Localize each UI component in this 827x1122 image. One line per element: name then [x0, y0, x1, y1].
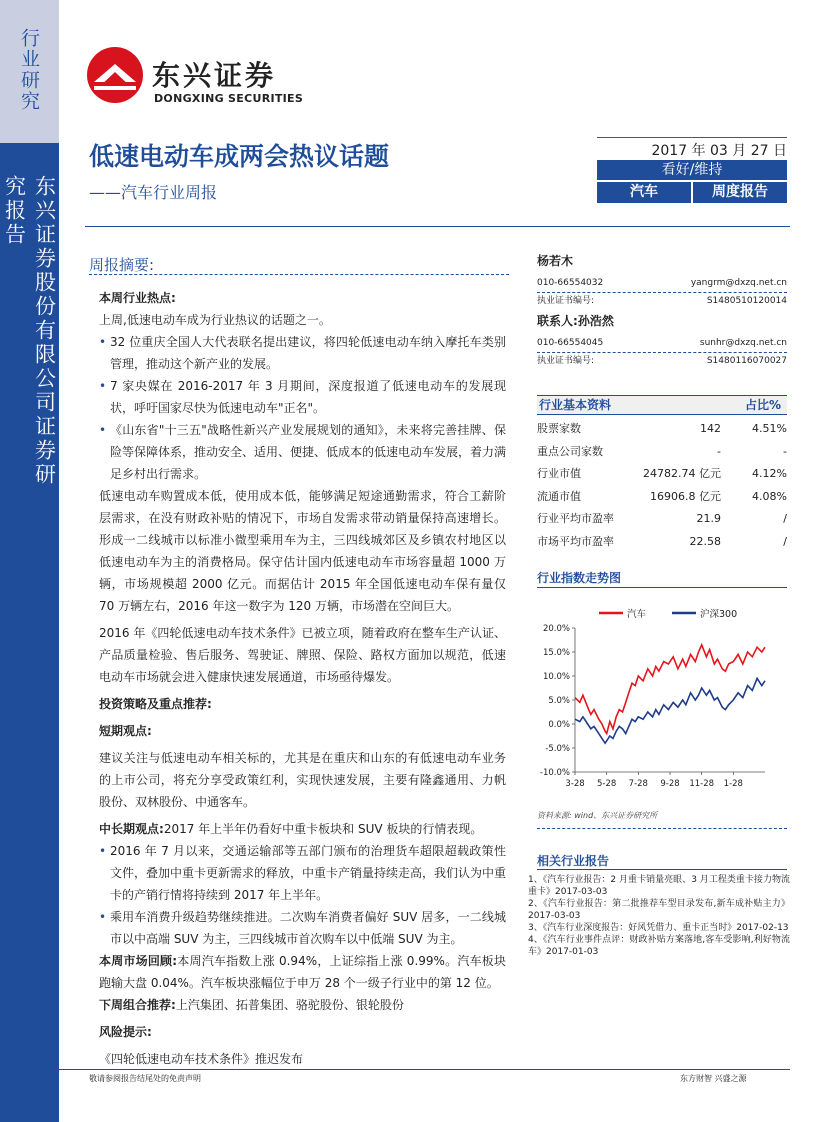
list-item[interactable]: 1、《汽车行业报告：2 月重卡销量亮眼、3 月工程类重卡接力物流重卡》2017-03-03: [528, 875, 790, 897]
cert-label: 执业证书编号:: [537, 356, 595, 366]
footer-slogan: 东方财智 兴盛之源: [680, 1074, 747, 1083]
portfolio-text: 上汽集团、拓普集团、骆驼股份、银轮股份: [175, 998, 404, 1012]
report-subtitle: ——汽车行业周报: [89, 183, 218, 202]
dongxing-logo-icon: [86, 46, 144, 104]
row-pct: -: [783, 444, 787, 458]
x-tick-label: 7-28: [628, 779, 648, 789]
contact-cert-row: [537, 353, 787, 370]
x-tick-label: 9-28: [660, 779, 680, 789]
basic-info-col-header: 占比%: [744, 398, 781, 412]
summary-heading: 周报摘要:: [89, 256, 155, 274]
analyst-phone: 010-66554032: [537, 278, 604, 288]
header-divider: [85, 226, 790, 227]
side-category-label: 行业研究: [18, 28, 40, 112]
row-value: 24782.74 亿元: [643, 467, 721, 480]
cert-number: S1480116070027: [706, 356, 787, 366]
y-tick-label: 10.0%: [542, 672, 570, 682]
meta-rule: [597, 137, 787, 138]
list-item: • 7 家央媒在 2016-2017 年 3 月期间，深度报道了低速电动车的发展现状，呼吁国家尽快为低速电动车"正名"。: [99, 375, 506, 419]
row-label: 行业平均市盈率: [537, 512, 614, 525]
basic-info-table: [537, 418, 787, 553]
x-tick-label: 5-28: [597, 779, 617, 789]
rating-badge: 看好/维持: [597, 160, 787, 180]
list-item: • 2016 年 7 月以来，交通运输部等五部门颁布的治理货车超限超载政策性文件，叠加中重卡更新需求的释放，中重卡产销量持续走高，我们认为中重卡的产销行情将持续到 2017 年上半年。: [99, 840, 506, 906]
series-line-1: [575, 678, 765, 743]
table-row: [537, 508, 787, 531]
y-tick-label: 5.0%: [548, 696, 570, 706]
strategy-label: 投资策略及重点推荐:: [99, 697, 212, 711]
y-tick-label: -10.0%: [539, 768, 570, 778]
index-chart-rule: [537, 587, 787, 588]
x-tick-label: 3-28: [565, 779, 585, 789]
row-value: 142: [700, 422, 721, 435]
risk-label: 风险提示:: [99, 1025, 152, 1039]
y-tick-label: 20.0%: [542, 624, 570, 634]
mid-term-text: 2017 年上半年仍看好中重卡板块和 SUV 板块的行情表现。: [163, 822, 483, 836]
contact-contact-row: [537, 335, 787, 352]
basic-info-title: 行业基本资料: [539, 398, 612, 412]
row-value: -: [717, 444, 721, 458]
report-title: 低速电动车成两会热议话题: [89, 142, 390, 171]
row-value: 21.9: [696, 512, 721, 525]
y-tick-label: 15.0%: [542, 648, 570, 658]
row-pct: 4.12%: [752, 467, 787, 480]
table-row: [537, 418, 787, 441]
footer-rule: [59, 1069, 790, 1070]
related-reports-rule: [537, 869, 787, 870]
market-review-text: 本周汽车指数上涨 0.94%，上证综指上涨 0.99%。汽车板块跑输大盘 0.04%。汽车板块涨幅位于申万 28 个一级子行业中的第 12 位。: [99, 954, 506, 990]
analyst-contact-row: [537, 275, 787, 292]
analyst-cert-row: [537, 293, 787, 310]
logo-text-cn: 东兴证券: [152, 59, 277, 92]
analyst-panel: [537, 252, 787, 370]
row-pct: /: [783, 534, 787, 548]
sector-badge: 汽车: [597, 182, 691, 203]
summary-body: [99, 286, 506, 1070]
portfolio-label: 下周组合推荐:: [99, 998, 176, 1012]
mid-term-label: 中长期观点:: [99, 822, 164, 836]
short-term-label: 短期观点:: [99, 724, 152, 738]
cert-number: S1480510120014: [706, 296, 787, 306]
analyst-email[interactable]: yangrm@dxzq.net.cn: [690, 278, 787, 288]
legend-label: 汽车: [627, 609, 647, 620]
chart-divider: [537, 828, 787, 829]
hot-topics-label: 本周行业热点:: [99, 291, 176, 305]
related-reports-list: [528, 874, 790, 958]
related-reports-title: 相关行业报告: [537, 854, 610, 868]
y-tick-label: -5.0%: [545, 744, 570, 754]
list-item: • 《山东省"十三五"战略性新兴产业发展规划的通知》，未来将完善挂牌、保险等保障体系，推动安全、适用、便捷、低成本的低速电动车发展，着力满足乡村出行需求。: [99, 419, 506, 485]
contact-phone: 010-66554045: [537, 338, 604, 348]
table-row: [537, 463, 787, 486]
table-row: [537, 531, 787, 554]
row-pct: /: [783, 512, 787, 525]
row-pct: 4.51%: [752, 422, 787, 435]
x-tick-label: 11-28: [689, 779, 715, 789]
analysis-paragraph: 低速电动车购置成本低，使用成本低，能够满足短途通勤需求，符合工薪阶层需求，在没有财政补贴的情况下，市场自发需求带动销量保持高速增长。形成一二线城市以标准小微型乘用车为主，三四线城郊区及乡镇农村地区以低速电动车为主的消费格局。保守估计国内低速电动车市场容量超 1000 万辆，市场规模超 2000 亿元。而据估计 2015 年全国低速电动车保有量仅 70 万辆左右，2016 年这一数字为 120 万辆，市场潜在空间巨大。: [99, 489, 506, 613]
hot-topics-intro: 上周,低速电动车成为行业热议的话题之一。: [99, 313, 331, 327]
list-item: • 32 位重庆全国人大代表联名提出建议，将四轮低速电动车纳入摩托车类别管理，推动这个新产业的发展。: [99, 331, 506, 375]
footer-disclaimer: 敬请参阅报告结尾处的免责声明: [89, 1074, 201, 1083]
analysis-paragraph: 2016 年《四轮低速电动车技术条件》已被立项，随着政府在整车生产认证、产品质量检验、售后服务、驾驶证、牌照、保险、路权方面加以规范，低速电动车市场就会进入健康快速发展通道，市场亟待爆发。: [99, 626, 506, 684]
contact-role: 联系人:: [537, 314, 578, 328]
market-review-label: 本周市场回顾:: [99, 954, 178, 968]
list-item[interactable]: 4、《汽车行业事件点评：财政补贴方案落地,客车受影响,利好物流车》2017-01-03: [528, 935, 790, 957]
table-row: [537, 486, 787, 509]
row-label: 重点公司家数: [537, 444, 603, 458]
report-type-badge: 周度报告: [693, 182, 787, 203]
row-label: 市场平均市盈率: [537, 534, 614, 548]
list-item: • 乘用车消费升级趋势继续推进。二次购车消费者偏好 SUV 居多，一二线城市以中高端 SUV 为主，三四线城市首次购车以中低端 SUV 为主。: [99, 906, 506, 950]
chart-source-note: 资料来源: wind、东兴证券研究所: [537, 811, 658, 820]
series-line-0: [575, 645, 765, 734]
analyst-name: 杨若木: [537, 254, 574, 268]
contact-name: 孙浩然: [577, 314, 614, 328]
short-term-text: 建议关注与低速电动车相关标的，尤其是在重庆和山东的有低速电动车业务的上市公司，将充分享受政策红利，实现快速发展，主要有隆鑫通用、力帆股份、双林股份、中通客车。: [99, 751, 506, 809]
list-item[interactable]: 2、《汽车行业报告：第二批推荐车型目录发布,新车成补贴主力》2017-03-03: [528, 899, 790, 921]
summary-divider: [89, 274, 509, 275]
table-row: [537, 441, 787, 464]
side-company-label: 东兴证券股份有限公司证券研究报告: [2, 175, 57, 487]
logo-text-en: DONGXING SECURITIES: [154, 92, 304, 105]
index-chart-title: 行业指数走势图: [537, 571, 622, 585]
basic-info-header: [537, 395, 787, 415]
row-label: 行业市值: [537, 467, 581, 480]
row-label: 流通市值: [537, 489, 581, 503]
row-value: 16906.8 亿元: [650, 489, 721, 503]
legend-label: 沪深300: [700, 609, 738, 620]
risk-text: 《四轮低速电动车技术条件》推迟发布: [99, 1052, 304, 1066]
cert-label: 执业证书编号:: [537, 296, 595, 306]
index-trend-chart: [537, 600, 787, 800]
row-label: 股票家数: [537, 422, 581, 435]
list-item[interactable]: 3、《汽车行业深度报告：好风凭借力、重卡正当时》2017-02-13: [528, 923, 789, 933]
report-date: 2017 年 03 月 27 日: [651, 143, 787, 159]
y-tick-label: 0.0%: [548, 720, 570, 730]
x-tick-label: 1-28: [723, 779, 743, 789]
contact-email[interactable]: sunhr@dxzq.net.cn: [699, 338, 787, 348]
row-pct: 4.08%: [752, 489, 787, 503]
row-value: 22.58: [689, 534, 721, 548]
contact-name-row: [537, 312, 787, 329]
